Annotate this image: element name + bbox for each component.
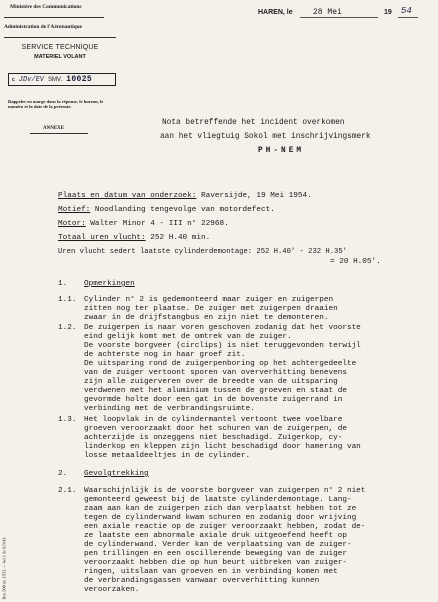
info-uren-result: = 20 H.05'. — [330, 258, 381, 266]
para-1-2-line: De voorste borgveer (circlips) is niet teruggevonden terwijl — [84, 342, 361, 350]
info-plaats-value: Raversijde, 19 Mei 1954. — [196, 192, 312, 200]
department-name: MATERIEL VOLANT — [34, 54, 86, 60]
ref-handwritten: JDv/EV — [18, 75, 44, 84]
para-2-1-number: 2.1. — [58, 487, 77, 495]
para-1-2-line: verdwenen met het aluminium tussen de groeven en staat de — [84, 387, 347, 395]
info-plaats-label: Plaats en datum van onderzoek: — [58, 192, 197, 200]
para-1-2-line: De uitsparing rond de zuigerpenboring op het achtergedeelte — [84, 360, 357, 368]
para-1-1-line: zwaar in de drijfstangbus en zijn niet te demonteren. — [84, 314, 329, 322]
para-2-1-line: pen trillingen en een oscillerende beweging van de zuiger — [84, 550, 347, 558]
section-1-heading: Opmerkingen — [84, 280, 135, 288]
para-1-2-line: De zuigerpen is naar voren geschoven zodanig dat het voorste — [84, 324, 361, 332]
info-motief — [58, 206, 275, 215]
para-1-3-line: achterzijde is onzeggens niet beschadigd. Zuigerkop, cy- — [84, 434, 343, 442]
para-1-2-line: van de zuiger vertoont sporen van oververhitting benevens — [84, 369, 347, 377]
ref-prefix: c — [12, 76, 15, 83]
registration-mark: PH-NEM — [258, 147, 305, 155]
info-motief-label: Motief: — [58, 206, 91, 214]
para-1-1-line: Cylinder n° 2 is gedemonteerd maar zuiger en zuigerpen — [84, 296, 334, 304]
para-2-1-line: ringen, uitslaan van groeven en in verbinding komen met — [84, 568, 338, 576]
para-2-1-line: een axiale reactie op de zuiger veroorzaakt hebben, zodat de- — [84, 523, 366, 531]
place-label: HAREN, le — [258, 9, 293, 16]
para-2-1-line: de verbrandingsgassen vanwaar oververhitting kunnen — [84, 577, 320, 585]
para-1-2-number: 1.2. — [58, 324, 77, 332]
para-2-1-line: veroorzaken. — [84, 586, 140, 594]
para-2-1-line: gemonteerd geweest bij de laatste cylinderdemontage. Lang- — [84, 496, 352, 504]
para-1-2-line: eind gelijk komt met de omtrek van de zuiger. — [84, 333, 292, 341]
para-2-1-line: Waarschijnlijk is de voorste borgveer van zuigerpen n° 2 niet — [84, 487, 366, 495]
para-1-2-line: gevormde holte door een gat in de bovenste zuigerrand in — [84, 396, 343, 404]
year-handwritten: 54 — [401, 6, 412, 16]
info-uren-label: Totaal uren vlucht: — [58, 234, 146, 242]
info-uren-sedert: Uren vlucht sedert laatste cylinderdemontage: 252 H.40' - 232 H.35' — [58, 248, 347, 256]
ministry-name: Ministère des Communications — [10, 4, 82, 10]
para-2-1-line: de cylinderwand. Verder kan de verplaatsing van de zuiger- — [84, 541, 352, 549]
info-motor-value: Walter Minor 4 - III n° 22968. — [85, 220, 229, 228]
title-line-1: Nota betreffende het incident overkomen — [162, 119, 345, 127]
info-motor — [58, 220, 229, 229]
section-2-heading: Gevolgtrekking — [84, 470, 149, 478]
para-1-3-line: groeven veroorzaakt door het schuren van de zuigerpen, de — [84, 425, 347, 433]
year-printed: 19 — [384, 9, 392, 16]
printer-mark — [0, 537, 8, 600]
ref-number-stamp: 10025 — [66, 75, 93, 84]
ref-smv: SMV. — [48, 76, 63, 83]
service-name: SERVICE TECHNIQUE — [21, 44, 99, 51]
para-2-1-line: tegen de cylinderwand kwam schuren en zodanig door wrijving — [84, 514, 357, 522]
para-1-3-line: linderkop en kleppen zijn licht beschadigd door hamering van — [84, 443, 361, 451]
para-2-1-line: zaam aan kan de zuigerpen zich dan verplaatst hebben tot ze — [84, 505, 357, 513]
info-plaats — [58, 192, 312, 201]
para-1-3-line: Het loopvlak in de cylindermantel vertoont twee voelbare — [84, 416, 343, 424]
para-1-2-line: zijn alle zuigerveren over de breedte van de uitsparing — [84, 378, 338, 386]
administration-name: Administration de l'Aéronautique — [4, 24, 83, 30]
annexe-label: ANNEXE — [43, 126, 65, 131]
info-motor-label: Motor: — [58, 220, 86, 228]
section-2-number: 2. — [58, 470, 68, 478]
para-1-3-number: 1.3. — [58, 416, 77, 424]
title-line-2: aan het vliegtuig Sokol met inschrijvingsmerk — [160, 133, 371, 141]
info-uren — [58, 234, 210, 243]
info-uren-value: 252 H.40 min. — [145, 234, 211, 242]
info-motief-value: Noodlanding tengevolge van motordefect. — [90, 206, 275, 214]
para-1-1-line: zitten nog ter plaatse. De zuiger met zuigerpen draaien — [84, 305, 338, 313]
para-1-2-line: verbinding met de verbrandingsruimte. — [84, 405, 255, 413]
para-1-1-number: 1.1. — [58, 296, 77, 304]
para-2-1-line: veroorzaakt hebben die op hun beurt uitbreken van zuiger- — [84, 559, 347, 567]
section-1-number: 1. — [58, 280, 68, 288]
printer-mark-text: Bm 500 de 1952 — bd 1 dr 6/3/43 — [1, 537, 7, 600]
reply-instruction: Rappeler en marge dans la réponse, le bureau, le numéro et la date de la présente. — [8, 99, 104, 110]
para-1-2-line: de achterste nog in haar groef zit. — [84, 351, 246, 359]
para-2-1-line: ze laatste een abnormale axiale druk uitgeoefend heeft op — [84, 532, 347, 540]
date-value: 28 Mei — [313, 8, 342, 17]
para-1-3-line: losse metaaldeeltjes in de cylinder. — [84, 452, 251, 460]
